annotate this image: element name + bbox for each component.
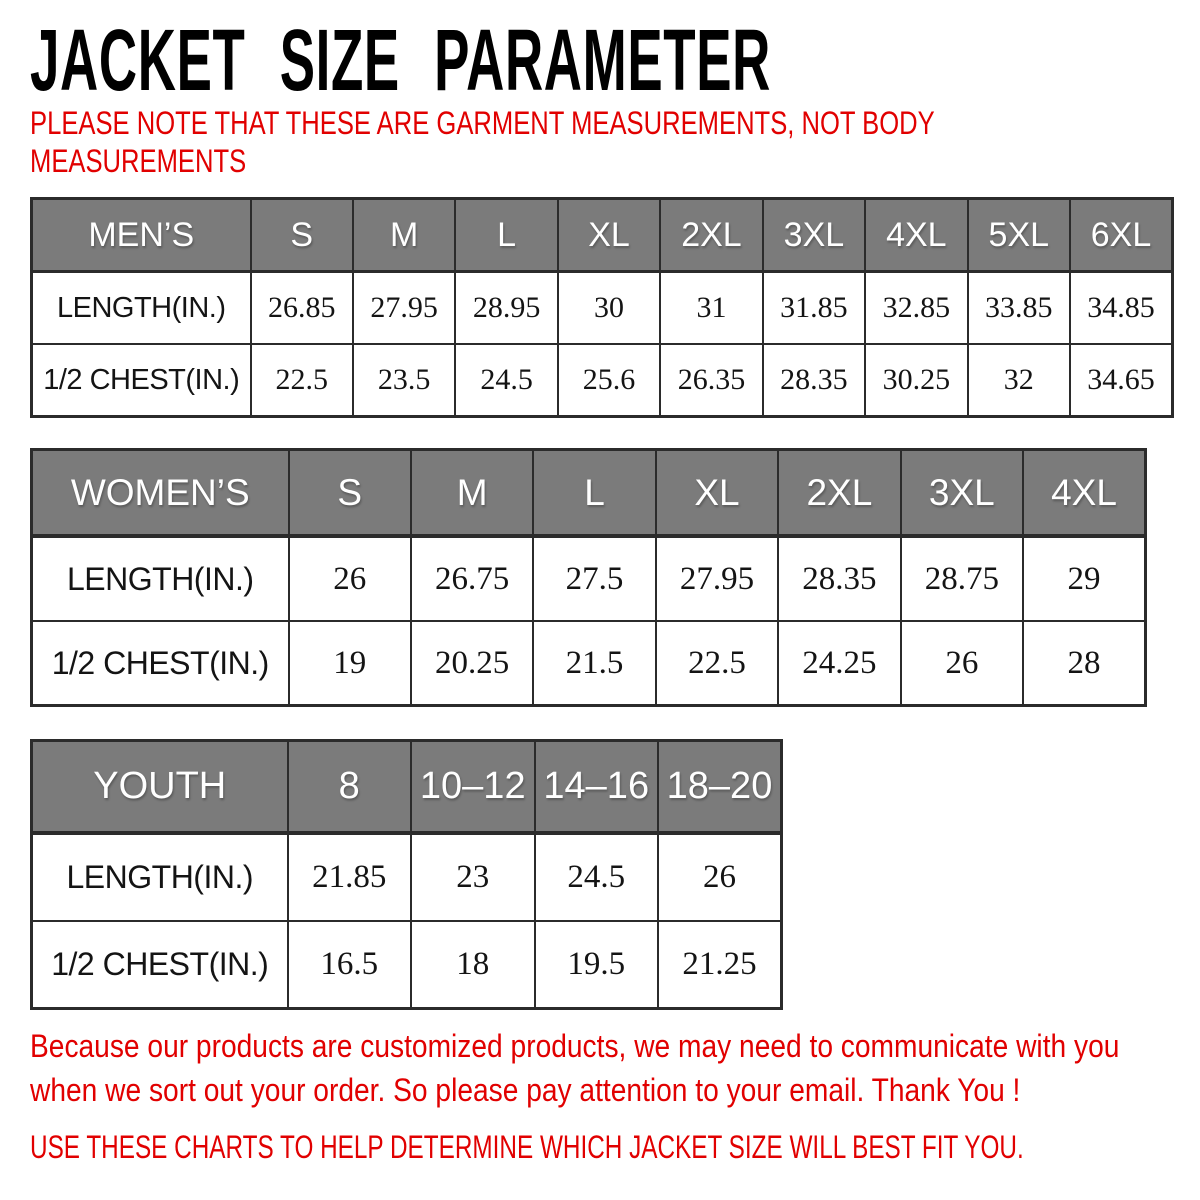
value-cell: 31.85 (763, 272, 865, 345)
size-col-header: 8 (288, 741, 412, 834)
size-col-header: 4XL (865, 199, 967, 272)
row-label: 1/2 CHEST(IN.) (32, 344, 251, 417)
value-cell: 26.75 (411, 536, 533, 621)
customization-notice-line-1: Because our products are customized products, we may need to communicate with you (30, 1028, 1120, 1064)
value-cell: 18 (411, 921, 535, 1009)
value-cell: 24.5 (455, 344, 557, 417)
value-cell: 30.25 (865, 344, 967, 417)
value-cell: 21.25 (658, 921, 782, 1009)
womens-chest-row (32, 621, 1146, 706)
value-cell: 21.85 (288, 833, 412, 921)
mens-size-table (30, 197, 1174, 418)
womens-table-name: WOMEN’S (32, 450, 289, 537)
row-label: 1/2 CHEST(IN.) (32, 621, 289, 706)
size-col-header: 14–16 (535, 741, 659, 834)
value-cell: 22.5 (656, 621, 778, 706)
value-cell: 34.65 (1070, 344, 1173, 417)
value-cell: 24.5 (535, 833, 659, 921)
youth-table-name: YOUTH (32, 741, 288, 834)
size-col-header: 3XL (763, 199, 865, 272)
value-cell: 29 (1023, 536, 1145, 621)
youth-size-table (30, 739, 783, 1010)
size-col-header: L (455, 199, 557, 272)
row-label: 1/2 CHEST(IN.) (32, 921, 288, 1009)
value-cell: 20.25 (411, 621, 533, 706)
size-col-header: 5XL (968, 199, 1070, 272)
value-cell: 16.5 (288, 921, 412, 1009)
value-cell: 23 (411, 833, 535, 921)
size-col-header: 4XL (1023, 450, 1145, 537)
youth-header-row (32, 741, 782, 834)
value-cell: 23.5 (353, 344, 455, 417)
value-cell: 22.5 (251, 344, 353, 417)
value-cell: 28.75 (901, 536, 1023, 621)
value-cell: 21.5 (533, 621, 655, 706)
size-col-header: 3XL (901, 450, 1023, 537)
size-col-header: S (251, 199, 353, 272)
value-cell: 28.35 (778, 536, 900, 621)
value-cell: 26.35 (660, 344, 762, 417)
value-cell: 24.25 (778, 621, 900, 706)
value-cell: 31 (660, 272, 762, 345)
row-label: LENGTH(IN.) (32, 833, 288, 921)
value-cell: 32.85 (865, 272, 967, 345)
youth-length-row (32, 833, 782, 921)
mens-length-row (32, 272, 1173, 345)
value-cell: 19.5 (535, 921, 659, 1009)
value-cell: 28 (1023, 621, 1145, 706)
size-col-header: 2XL (660, 199, 762, 272)
mens-chest-row (32, 344, 1173, 417)
size-col-header: XL (656, 450, 778, 537)
value-cell: 26 (658, 833, 782, 921)
size-col-header: XL (558, 199, 660, 272)
youth-chest-row (32, 921, 782, 1009)
page-title: JACKET SIZE PARAMETER (30, 10, 772, 109)
value-cell: 30 (558, 272, 660, 345)
size-col-header: 6XL (1070, 199, 1173, 272)
value-cell: 19 (289, 621, 411, 706)
size-col-header: 18–20 (658, 741, 782, 834)
womens-header-row (32, 450, 1146, 537)
value-cell: 27.95 (656, 536, 778, 621)
value-cell: 26 (901, 621, 1023, 706)
size-col-header: M (353, 199, 455, 272)
womens-size-table (30, 448, 1147, 707)
value-cell: 26.85 (251, 272, 353, 345)
fit-instruction: USE THESE CHARTS TO HELP DETERMINE WHICH JACKET SIZE WILL BEST FIT YOU. (30, 1129, 1024, 1165)
mens-table-name: MEN’S (32, 199, 251, 272)
row-label: LENGTH(IN.) (32, 272, 251, 345)
value-cell: 27.5 (533, 536, 655, 621)
row-label: LENGTH(IN.) (32, 536, 289, 621)
value-cell: 26 (289, 536, 411, 621)
value-cell: 28.35 (763, 344, 865, 417)
size-col-header: 2XL (778, 450, 900, 537)
customization-notice (30, 1024, 1119, 1112)
size-col-header: S (289, 450, 411, 537)
customization-notice-line-2: when we sort out your order. So please pay attention to your email. Thank You ! (30, 1072, 1021, 1108)
size-col-header: 10–12 (411, 741, 535, 834)
value-cell: 34.85 (1070, 272, 1173, 345)
size-col-header: M (411, 450, 533, 537)
mens-header-row (32, 199, 1173, 272)
note-line-2: MEASUREMENTS (30, 143, 247, 179)
womens-length-row (32, 536, 1146, 621)
value-cell: 33.85 (968, 272, 1070, 345)
value-cell: 32 (968, 344, 1070, 417)
size-col-header: L (533, 450, 655, 537)
value-cell: 28.95 (455, 272, 557, 345)
value-cell: 25.6 (558, 344, 660, 417)
note-line-1: PLEASE NOTE THAT THESE ARE GARMENT MEASUREMENTS, NOT BODY (30, 105, 935, 141)
value-cell: 27.95 (353, 272, 455, 345)
garment-measurement-note (30, 104, 935, 180)
